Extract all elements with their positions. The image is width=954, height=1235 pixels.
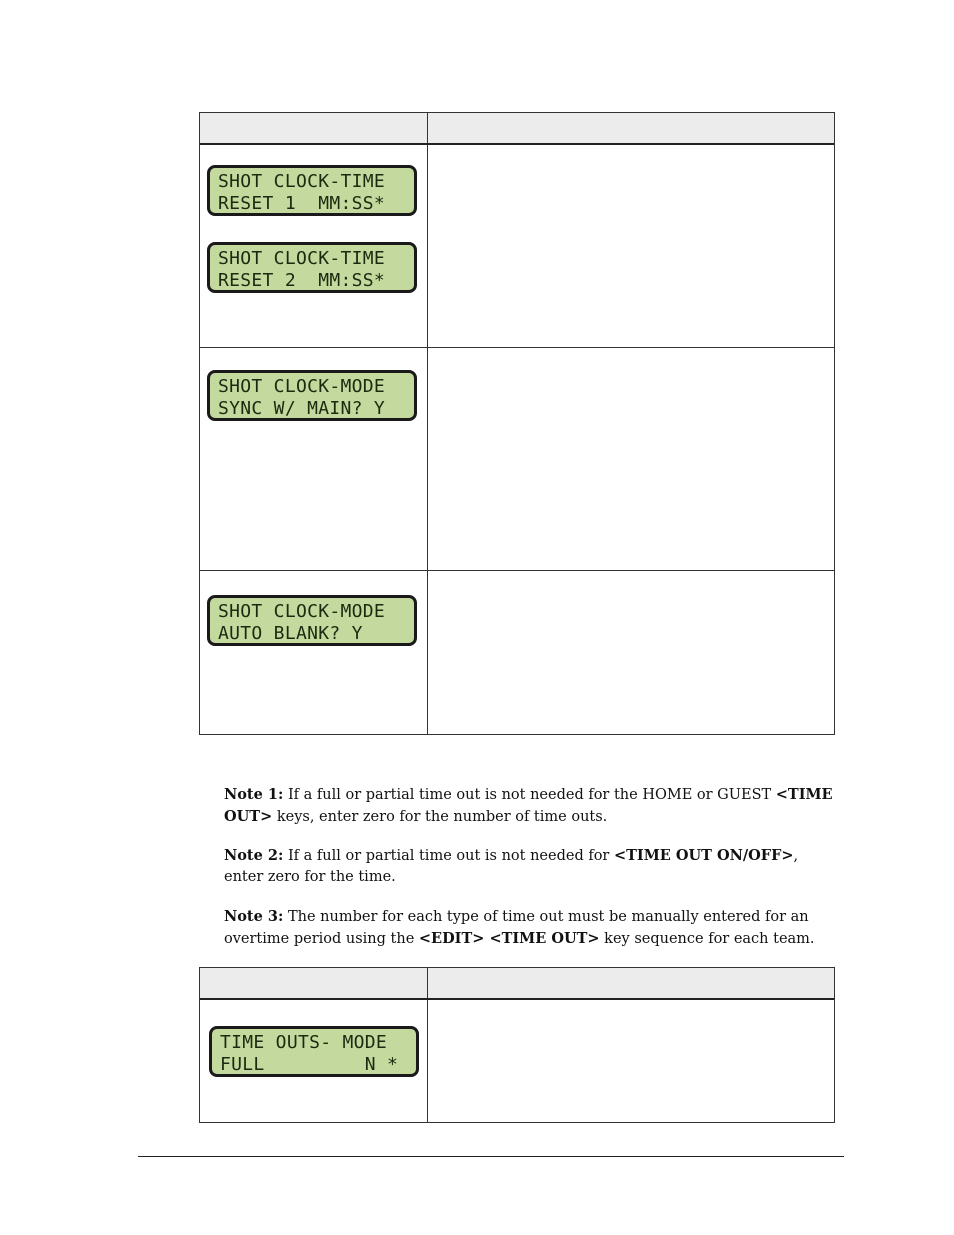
lcd-line-1: SHOT CLOCK-MODE (218, 601, 386, 622)
note-text: The number for each type of time out must be manually entered for an overtime period using the (224, 909, 809, 947)
lcd-display (207, 165, 417, 216)
lcd-line-1: SHOT CLOCK-TIME (218, 171, 386, 192)
lcd-line-1: SHOT CLOCK-MODE (218, 376, 386, 397)
table-row (200, 1000, 834, 1122)
description-cell (428, 1000, 834, 1122)
note-label: Note 3: (224, 908, 284, 925)
footer-rule (138, 1156, 844, 1157)
note-text: , enter zero for the time. (224, 848, 799, 885)
lcd-display (209, 1026, 419, 1077)
description-cell (428, 348, 834, 570)
settings-table-shot-clock (199, 112, 835, 735)
table-header (200, 113, 834, 145)
note-label: Note 2: (224, 847, 284, 864)
note-key: <TIME OUT ON/OFF> (613, 847, 794, 864)
note-text: key sequence for each team. (599, 931, 815, 947)
lcd-line-2: RESET 1 MM:SS* (218, 193, 386, 214)
note-text: keys, enter zero for the number of time outs. (272, 809, 608, 825)
lcd-display (207, 242, 417, 293)
note-text: If a full or partial time out is not needed for (283, 848, 614, 864)
lcd-line-2: RESET 2 MM:SS* (218, 270, 386, 291)
note-2 (224, 845, 836, 888)
lcd-line-1: TIME OUTS- MODE (220, 1032, 388, 1053)
lcd-line-2: FULL N * (220, 1054, 399, 1075)
description-cell (428, 145, 834, 347)
lcd-display (207, 370, 417, 421)
lcd-line-2: SYNC W/ MAIN? Y (218, 398, 386, 419)
description-cell (428, 571, 834, 734)
lcd-display (207, 595, 417, 646)
note-3 (224, 906, 836, 950)
table-row (200, 571, 834, 734)
note-label: Note 1: (224, 786, 284, 803)
table-header (200, 968, 834, 1000)
note-1 (224, 784, 836, 828)
table-row (200, 348, 834, 571)
lcd-line-1: SHOT CLOCK-TIME (218, 248, 386, 269)
note-key: <EDIT> <TIME OUT> (418, 930, 600, 947)
note-text: If a full or partial time out is not needed for the HOME or GUEST (283, 787, 776, 803)
note-key: <TIME OUT> (224, 786, 833, 825)
lcd-line-2: AUTO BLANK? Y (218, 623, 363, 644)
settings-table-time-outs (199, 967, 835, 1123)
table-row (200, 145, 834, 348)
